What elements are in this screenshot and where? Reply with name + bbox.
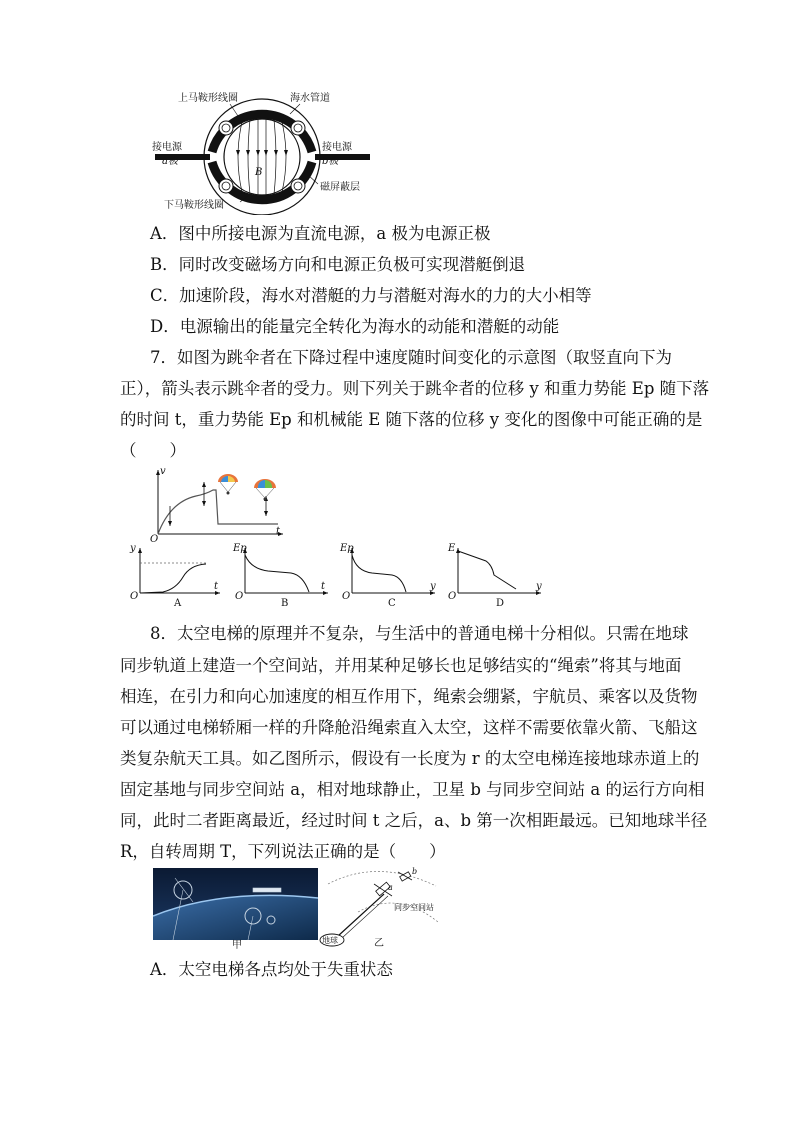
q8-option-a: A．太空电梯各点均处于失重状态	[150, 960, 393, 979]
graph-d-y-axis: E	[448, 543, 456, 554]
option-graph-a	[128, 543, 223, 611]
q8-line-2: 同步轨道上建造一个空间站，并用某种足够长也足够结实的“绳索”将其与地面	[120, 656, 682, 675]
q6-option-b: B．同时改变磁场方向和电源正负极可实现潜艇倒退	[150, 255, 526, 274]
q8-line-3: 相连，在引力和向心加速度的相互作用下，绳索会绷紧，宇航员、乘客以及货物	[120, 687, 698, 706]
figure-yi-caption: 乙	[374, 938, 384, 949]
label-earth: 地球	[322, 936, 338, 945]
curve-b	[245, 555, 309, 592]
seawater-pipe	[224, 119, 300, 195]
space-elevator-diagram	[318, 862, 448, 950]
velocity-curve	[158, 490, 278, 534]
space-elevator-photo	[153, 868, 318, 951]
q8-line-7: 同，此时二者距离最近，经过时间 t 之后，a、b 第一次相距最远。已知地球半径	[120, 811, 708, 830]
label-power-a-1: 接电源	[152, 142, 182, 153]
graph-b-caption: B	[281, 598, 289, 609]
q7-line-1: 7．如图为跳伞者在下降过程中速度随时间变化的示意图（取竖直向下为	[150, 348, 672, 367]
label-b: b	[412, 867, 418, 876]
graph-d-caption: D	[496, 598, 505, 609]
graph-c-caption: C	[388, 598, 396, 609]
q8-line-1: 8．太空电梯的原理并不复杂，与生活中的普通电梯十分相似。只需在地球	[150, 624, 689, 643]
graph-a-caption: A	[174, 598, 182, 609]
coil-diagram	[150, 90, 380, 215]
q6-option-c: C．加速阶段，海水对潜艇的力与潜艇对海水的力的大小相等	[150, 286, 592, 305]
graph-a-origin: O	[130, 591, 139, 602]
q8-line-5: 类复杂航天工具。如乙图所示，假设有一长度为 r 的太空电梯连接地球赤道上的	[120, 749, 700, 768]
q8-line-4: 可以通过电梯轿厢一样的升降舱沿绳索直入太空，这样不需要依靠火箭、飞船这	[120, 718, 698, 737]
graph-c-x-axis: y	[430, 581, 436, 592]
graph-b-origin: O	[235, 591, 244, 602]
curve-d	[458, 551, 516, 589]
graph-b-x-axis: t	[321, 581, 326, 592]
q7-line-2: 正），箭头表示跳伞者的受力。则下列关于跳伞者的位移 y 和重力势能 Ep 随下落	[120, 379, 710, 398]
curve-c	[352, 555, 406, 592]
graph-c-origin: O	[342, 591, 351, 602]
label-station: 同步空间站	[394, 903, 434, 912]
q6-option-d: D．电源输出的能量完全转化为海水的动能和潜艇的动能	[150, 317, 560, 336]
orbit-line	[328, 871, 436, 886]
label-shield: 磁屏蔽层	[320, 182, 360, 193]
option-graph-c	[340, 543, 440, 611]
label-field-b: B	[255, 167, 263, 178]
label-power-a-2: a极	[162, 156, 178, 167]
graph-a-y-axis: y	[130, 543, 136, 554]
graph-d-origin: O	[448, 591, 457, 602]
graph-b-y-axis: Ep	[233, 543, 247, 554]
label-seawater-pipe: 海水管道	[290, 93, 330, 104]
graph-c-y-axis: Ep	[340, 543, 354, 554]
velocity-time-graph	[148, 466, 288, 544]
label-lower-coil: 下马鞍形线圈	[164, 200, 224, 211]
q6-option-a: A．图中所接电源为直流电源，a 极为电源正极	[150, 224, 491, 243]
figure-jia-caption: 甲	[232, 940, 242, 951]
option-graph-d	[446, 543, 546, 611]
q8-line-8: R，自转周期 T，下列说法正确的是（ ）	[120, 842, 446, 861]
parachute-2	[254, 479, 276, 501]
graph-d-x-axis: y	[536, 581, 542, 592]
main-graph-origin: O	[150, 534, 159, 545]
label-power-b-2: b极	[322, 156, 339, 167]
elevator-cable	[338, 894, 384, 936]
main-graph-x-axis: t	[276, 526, 281, 537]
main-graph-y-axis: v	[160, 466, 166, 477]
option-graph-b	[233, 543, 333, 611]
q7-line-4: （ ）	[120, 441, 186, 460]
label-power-b-1: 接电源	[322, 142, 352, 153]
satellite-b	[398, 872, 412, 881]
parachute-1	[218, 474, 238, 495]
label-a: a	[388, 883, 393, 892]
graph-a-x-axis: t	[214, 581, 219, 592]
q7-line-3: 的时间 t，重力势能 Ep 和机械能 E 随下落的位移 y 变化的图像中可能正确的是	[120, 410, 703, 429]
q8-line-6: 固定基地与同步空间站 a，相对地球静止，卫星 b 与同步空间站 a 的运行方向相	[120, 780, 705, 799]
curve-a	[140, 564, 206, 593]
label-upper-coil: 上马鞍形线圈	[178, 93, 238, 104]
